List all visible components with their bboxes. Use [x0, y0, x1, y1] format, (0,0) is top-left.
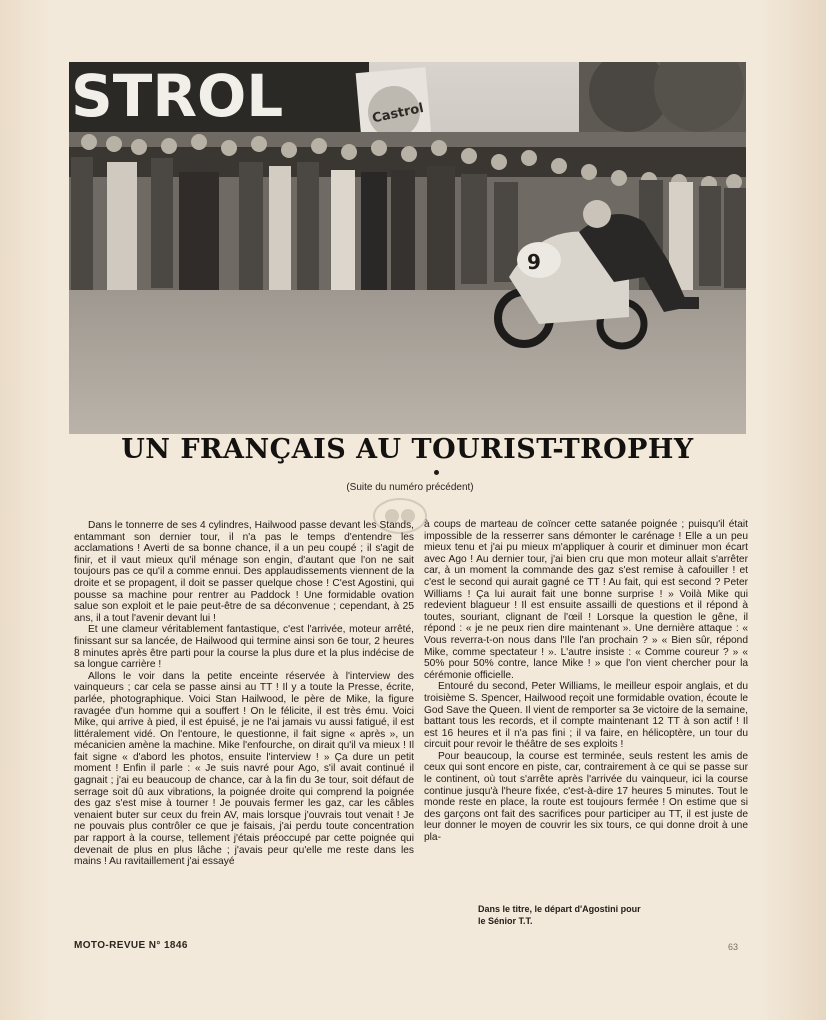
- paragraph: Allons le voir dans la petite enceinte réservée à l'interview des vainqueurs ; car cela se passe ainsi au TT ! Il y a toute la Presse, écrite, parlée, photographique. Voici Stan Hailwood, le père de Mike, la figure ravagée d'un homme qui a souffert ! On le félicite, il est très ému. Voici Mike, qui arrive à pied, il est épuisé, je ne l'ai jamais vu aussi fatigué, il est littéralement vidé. On l'entoure, le questionne, il fait signe « après », un mécanicien amène la machine. Mike l'enfourche, on dirait qu'il va mieux ! Il fait signe « d'abord les photos, ensuite l'interview ! » Ça dure un petit moment ! Enfin il parle : « Je suis navré pour Ago, s'il avait continué il gagnait ; j'ai eu beaucoup de chance, car à la fin du 3e tour, soit défaut de serrage soit dû aux vibrations, la poignée droite qui comprend la poignée des gaz s'est mise à tourner ! Je pouvais fermer les gaz, car les câbles venaient buter sur ceux du frein AV, mais lorsque j'ouvrais tout venait ! Je ne pouvais plus contrôler ce que je faisais, j'ai perdu toute concentration par rapport à la course, tellement j'étais préoccupé par cette poignée qui devenait de plus en plus lâche ; j'avais peur qu'elle me reste dans les mains ! Au ravitaillement j'ai essayé: [74, 670, 414, 868]
- paragraph: Et une clameur véritablement fantastique, c'est l'arrivée, moteur arrêté, finissant sur sa lancée, de Hailwood qui termine ainsi son 6e tour, 2 heures 8 minutes après être parti pour la course la plus dure et la plus indécise de sa longue carrière !: [74, 624, 414, 671]
- article-headline: UN FRANÇAIS AU TOURIST-TROPHY: [121, 434, 694, 465]
- paragraph: Pour beaucoup, la course est terminée, seuls restent les amis de ceux qui sont encore en piste, car, contrairement à ce qui se passe sur le continent, où tout s'arrête après l'arrivée du vainqueur, ici la course continue jusqu'à l'heure fixée, c'est-à-dire 17 heures 5 minutes. Tout le monde reste en place, la route est toujours fermée ! On estime que si des garçons ont fait des sacrifices pour participer au TT, il est juste de leur donner le moyen de couvrir les six tours, ce qui donne droit à une pla-: [424, 750, 748, 844]
- photo-caption: [478, 903, 718, 927]
- banner-text: STROL: [71, 62, 284, 130]
- castrol-logo-text: Castrol: [371, 100, 426, 127]
- page-number: 63: [728, 942, 739, 952]
- caption-line: le Sénior T.T.: [478, 916, 533, 926]
- article-column-left: [74, 520, 414, 868]
- magazine-issue: MOTO-REVUE N° 1846: [74, 940, 188, 951]
- race-photo-illustration: [69, 62, 746, 434]
- paragraph: Entouré du second, Peter Williams, le meilleur espoir anglais, et du troisième S. Spencer, Hailwood reçoit une formidable ovation, écoute le God Save the Queen. Il vient de remporter sa 3e victoire de la semaine, battant tous les records, et il compte maintenant 12 TT à son actif ! Il est 16 heures et il n'a pas fini ; il va faire, en hélicoptère, un tour du circuit pour revoir le théâtre de ses exploits !: [424, 681, 748, 751]
- article-column-right: [424, 519, 748, 844]
- race-photo: [69, 62, 746, 434]
- article-subhead: (Suite du numéro précédent): [346, 482, 474, 493]
- paragraph: à coups de marteau de coïncer cette satanée poignée ; puisqu'il était impossible de la resserrer sans démonter le carénage ! Elle a un peu mieux tenu et j'ai pu mieux m'appliquer à courir et diminuer mon écart avec Ago ! Au dernier tour, j'ai bien cru que mon moteur allait s'arrêter car, à un moment la commande des gaz s'est remise à cafouiller ! et c'est le second qui aurait gagné ce TT ! Au fait, qui est second ? Peter Williams ! Ça lui aurait fait une bonne surprise ! » Voilà Mike qui redevient blagueur ! Il est ensuite assailli de questions et il répond à toutes, souriant, clignant de l'œil ! Lorsque la question le gêne, il répond : « je ne peux rien dire maintenant ». Une dernière attaque : « Vous reverra-t-on nous dans l'Ile l'an prochain ? » « Bien sûr, répond Mike, comme spectateur ! ». L'autre insiste : « Comme coureur ? » « 50% pour 50% contre, lance Mike ! » que l'on vient chercher pour la cérémonie officielle.: [424, 519, 748, 681]
- paragraph: Dans le tonnerre de ses 4 cylindres, Hailwood passe devant les Stands, entammant son dernier tour, il n'a pas le temps d'entendre les acclamations ! Averti de sa bonne chance, il a un peu coupé ; il s'agit de finir, et il vaut mieux qu'il ménage son engin, d'autant que l'on ne sait toujours pas ce qu'il a comme ennui. Des applaudissements viennent de la droite et se propagent, il doit se passer quelque chose ! C'est Agostini, qui pousse sa machine pour rentrer au Paddock ! Une formidable ovation salue son exploit et le paie peut-être de sa déconvenue ; cependant, à 25 ans, il a tout l'avenir devant lui !: [74, 520, 414, 624]
- caption-line: Dans le titre, le départ d'Agostini pour: [478, 904, 641, 914]
- bullet-dot: [434, 470, 439, 475]
- bike-number: 9: [527, 250, 541, 274]
